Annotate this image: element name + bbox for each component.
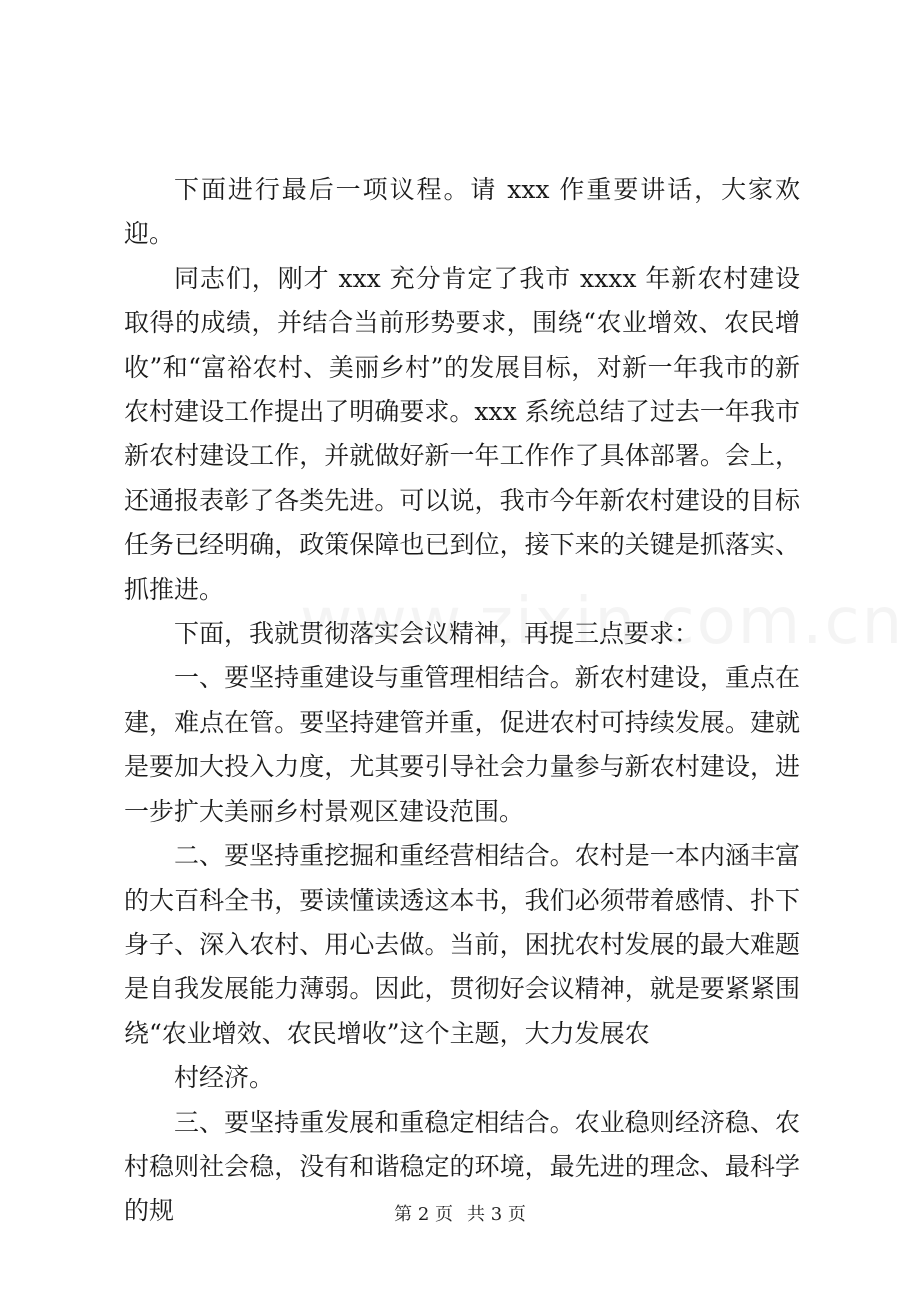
- document-body: [124, 168, 800, 1234]
- paragraph: 下面进行最后一项议程。请 xxx 作重要讲话，大家欢迎。: [124, 175, 800, 249]
- paragraph: 村经济。: [174, 1063, 275, 1093]
- paragraph: 一、要坚持重建设与重管理相结合。新农村建设，重点在建，难点在管。要坚持建管并重，促进农村可持续发展。建就是要加大投入力度，尤其要引导社会力量参与新农村建设，进一步扩大美丽乡村景观区建设范围。: [124, 663, 800, 826]
- page-footer: [0, 1200, 920, 1226]
- page-number: 第 2 页: [394, 1204, 453, 1225]
- paragraph: 二、要坚持重挖掘和重经营相结合。农村是一本内涵丰富的大百科全书，要读懂读透这本书，我们必须带着感情、扑下身子、深入农村、用心去做。当前，困扰农村发展的最大难题是自我发展能力薄弱。因此，贯彻好会议精神，就是要紧紧围绕“农业增效、农民增收”这个主题，大力发展农: [124, 841, 800, 1048]
- paragraph: 同志们，刚才 xxx 充分肯定了我市 xxxx 年新农村建设取得的成绩，并结合当前形势要求，围绕“农业增效、农民增收”和“富裕农村、美丽乡村”的发展目标，对新一年我市的新农村建设工作提出了明确要求。xxx 系统总结了过去一年我市新农村建设工作，并就做好新一年工作作了具体部署。会上，还通报表彰了各类先进。可以说，我市今年新农村建设的目标任务已经明确，政策保障也已到位，接下来的关键是抓落实、抓推进。: [124, 263, 800, 604]
- paragraph: 下面，我就贯彻落实会议精神，再提三点要求：: [174, 619, 700, 649]
- paragraph: 三、要坚持重发展和重稳定相结合。农业稳则经济稳、农村稳则社会稳，没有和谐稳定的环境，最先进的理念、最科学的规: [124, 1107, 800, 1226]
- page-total: 共 3 页: [467, 1204, 526, 1225]
